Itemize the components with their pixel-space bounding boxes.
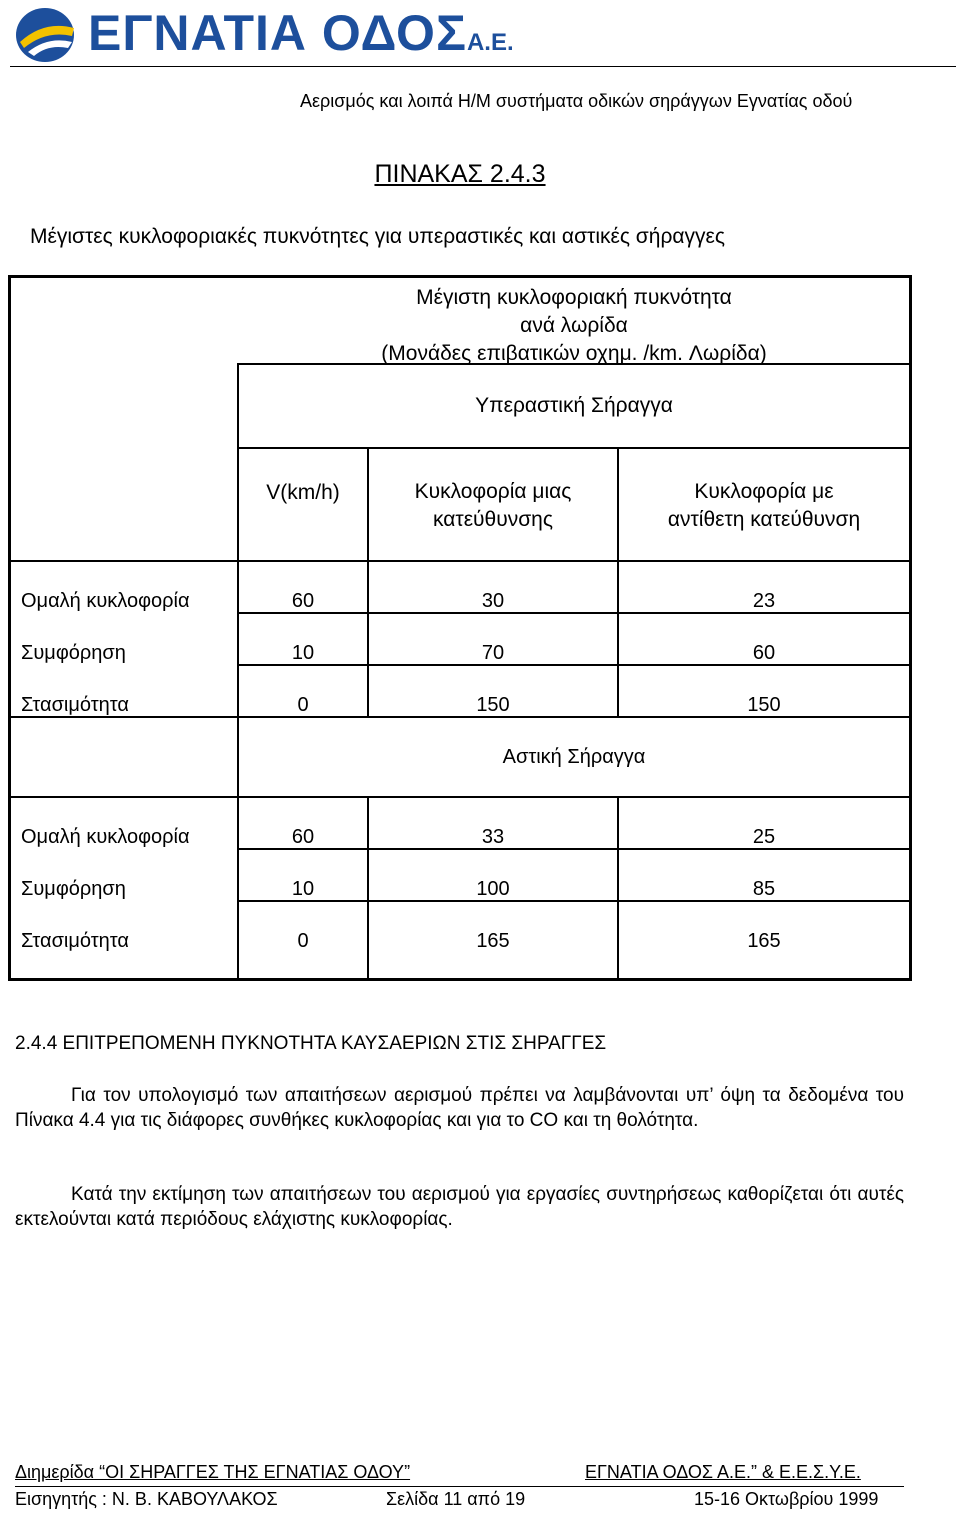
paragraph-text: Για τον υπολογισμό των απαιτήσεων αερισμού πρέπει να λαμβάνονται υπ’ όψη τα δεδομένα του Πίνακα 4.4 για τις διάφορες συνθήκες κυκλοφορίας και για το CO και τη θολότητα.: [15, 1085, 904, 1131]
logo-suffix: Α.Ε.: [466, 29, 514, 56]
paragraph: [15, 1083, 904, 1133]
speed-value: 10: [291, 878, 315, 900]
footer-page-number: Σελίδα 11 από 19: [386, 1489, 526, 1509]
header-rule: [10, 66, 956, 67]
header-line: αντίθετη κατεύθυνση: [667, 508, 861, 531]
footer-event: Διημερίδα “ΟΙ ΣΗΡΑΓΓΕΣ ΤΗΣ ΕΓΝΑΤΙΑΣ ΟΔΟΥ”: [15, 1462, 411, 1482]
interurban-tunnel-label: Υπεραστική Σήραγγα: [475, 394, 673, 417]
group-header-line: Μέγιστη κυκλοφοριακή πυκνότητα: [416, 286, 732, 309]
header-line: Κυκλοφορία μιας: [414, 480, 572, 503]
two-way-value: 165: [747, 930, 781, 952]
one-way-value: 165: [476, 930, 510, 952]
group-header: [239, 284, 909, 368]
group-header-line: ανά λωρίδα: [520, 314, 628, 337]
row-label: Συμφόρηση: [21, 878, 126, 900]
two-way-value: 60: [752, 642, 776, 664]
two-way-value: 23: [752, 590, 776, 612]
one-way-value: 30: [481, 590, 505, 612]
table-number: ΠΙΝΑΚΑΣ 2.4.3: [374, 160, 546, 188]
egnatia-logo-mark-icon: [14, 6, 80, 64]
table-rule: [11, 560, 909, 562]
speed-value: 0: [297, 694, 309, 716]
one-way-value: 33: [481, 826, 505, 848]
one-way-value: 100: [476, 878, 510, 900]
paragraph: [15, 1182, 904, 1232]
row-label: Ομαλή κυκλοφορία: [21, 826, 190, 848]
logo-wordmark: [88, 4, 514, 62]
row-label: Ομαλή κυκλοφορία: [21, 590, 190, 612]
footer-speaker: Εισηγητής : Ν. Β. ΚΑΒΟΥΛΑΚΟΣ: [15, 1489, 278, 1509]
row-label: Στασιμότητα: [21, 930, 129, 952]
speed-value: 60: [291, 826, 315, 848]
group-header-line: (Μονάδες επιβατικών οχημ. /km. Λωρίδα): [381, 342, 767, 365]
egnatia-logo: [14, 5, 514, 68]
paragraph-text: Κατά την εκτίμηση των απαιτήσεων του αερισμού για εργασίες συντηρήσεως καθορίζεται ότι αυτές εκτελούνται κατά περιόδους ελάχιστης κυκλοφορίας.: [15, 1184, 904, 1230]
row-label: Στασιμότητα: [21, 694, 129, 716]
speed-value: 0: [297, 930, 309, 952]
running-title: Αερισμός και λοιπά Η/Μ συστήματα οδικών σηράγγων Εγνατίας οδού: [300, 91, 853, 111]
table-rule: [11, 796, 909, 798]
footer-date: 15-16 Οκτωβρίου 1999: [694, 1489, 879, 1509]
section-heading: 2.4.4 ΕΠΙΤΡΕΠΟΜΕΝΗ ΠΥΚΝΟΤΗΤΑ ΚΑΥΣΑΕΡΙΩΝ ΣΤΙΣ ΣΗΡΑΓΓΕΣ: [15, 1033, 607, 1054]
density-table: [8, 275, 912, 981]
one-way-column-header: [369, 478, 617, 534]
table-rule: [237, 447, 909, 449]
two-way-value: 25: [752, 826, 776, 848]
row-label: Συμφόρηση: [21, 642, 126, 664]
table-title: Μέγιστες κυκλοφοριακές πυκνότητες για υπεραστικές και αστικές σήραγγες: [30, 225, 726, 248]
speed-column-header: V(km/h): [266, 481, 340, 504]
footer-organizers: ΕΓΝΑΤΙΑ ΟΔΟΣ Α.Ε.” & Ε.Ε.Σ.Υ.Ε.: [585, 1462, 861, 1482]
one-way-value: 70: [481, 642, 505, 664]
speed-value: 10: [291, 642, 315, 664]
urban-tunnel-label: Αστική Σήραγγα: [502, 746, 646, 768]
footer-rule: [15, 1486, 904, 1487]
two-way-column-header: [619, 478, 909, 534]
speed-value: 60: [291, 590, 315, 612]
header-line: κατεύθυνσης: [433, 508, 553, 531]
header-line: Κυκλοφορία με: [694, 480, 834, 503]
two-way-value: 150: [747, 694, 781, 716]
one-way-value: 150: [476, 694, 510, 716]
two-way-value: 85: [752, 878, 776, 900]
logo-text: ΕΓΝΑΤΙΑ ΟΔΟΣ: [88, 5, 467, 61]
